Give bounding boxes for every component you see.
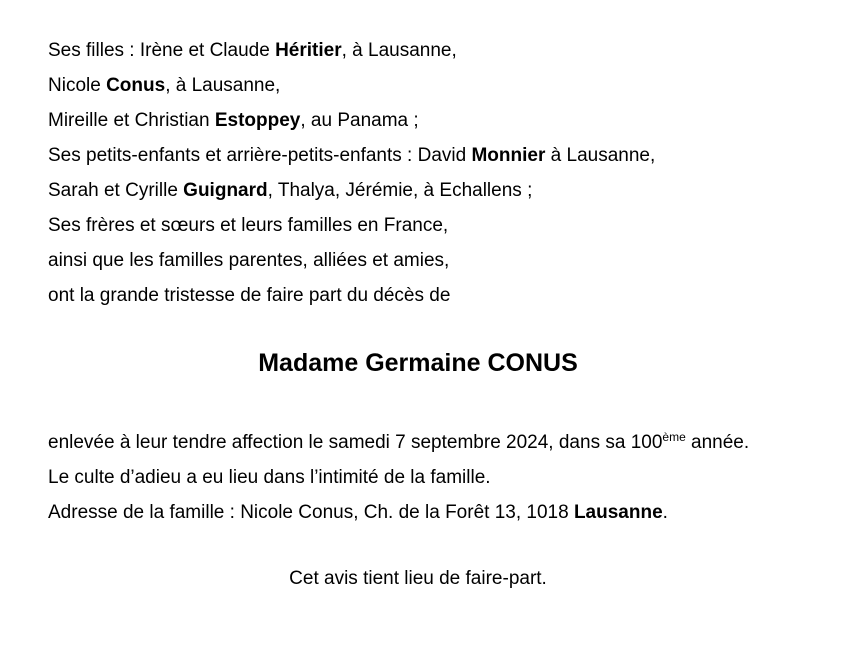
family-line <box>48 278 788 313</box>
family-line <box>48 103 788 138</box>
family-line <box>48 173 788 208</box>
faire-part-footer: Cet avis tient lieu de faire-part. <box>289 568 547 589</box>
line-text-pre: Ses petits-enfants et arrière-petits-enfants : David <box>48 145 472 166</box>
address-text-post: . <box>662 502 668 523</box>
family-lines-block <box>48 33 788 313</box>
family-surname: Guignard <box>183 180 268 201</box>
family-surname: Monnier <box>471 145 546 166</box>
family-line <box>48 68 788 103</box>
line-text-pre: Nicole <box>48 75 107 96</box>
family-line <box>48 33 788 68</box>
line-text-pre: Mireille et Christian <box>48 110 215 131</box>
address-text-pre: Adresse de la famille : Nicole Conus, Ch. de la Forêt 13, 1018 <box>48 502 574 523</box>
family-surname: Conus <box>106 75 166 96</box>
death-date-text-post: année. <box>685 432 750 453</box>
family-line <box>48 243 788 278</box>
death-date-text: enlevée à leur tendre affection le samedi 7 septembre 2024, dans sa 100 <box>48 432 663 453</box>
line-text-post: à Lausanne, <box>545 145 656 166</box>
address-city: Lausanne <box>573 502 663 523</box>
line-text-pre: ainsi que les familles parentes, alliées et amies, <box>48 250 450 271</box>
line-text-post: , à Lausanne, <box>341 40 457 61</box>
family-line <box>48 138 788 173</box>
line-text-pre: Ses frères et sœurs et leurs familles en France, <box>48 215 449 236</box>
ordinal-superscript: ème <box>662 430 686 444</box>
death-date-line <box>48 425 788 460</box>
line-text-pre: Sarah et Cyrille <box>48 180 184 201</box>
line-text-post: , à Lausanne, <box>165 75 281 96</box>
ceremony-line <box>48 460 788 495</box>
family-line <box>48 208 788 243</box>
family-address-line <box>48 495 788 530</box>
ceremony-text: Le culte d’adieu a eu lieu dans l’intimité de la famille. <box>48 467 491 488</box>
deceased-name-title: Madame Germaine CONUS <box>258 349 578 377</box>
family-surname: Héritier <box>275 40 342 61</box>
line-text-post: , Thalya, Jérémie, à Echallens ; <box>267 180 533 201</box>
details-block <box>48 425 788 530</box>
line-text-pre: ont la grande tristesse de faire part du décès de <box>48 285 451 306</box>
line-text-pre: Ses filles : Irène et Claude <box>48 40 276 61</box>
family-surname: Estoppey <box>214 110 301 131</box>
line-text-post: , au Panama ; <box>300 110 419 131</box>
